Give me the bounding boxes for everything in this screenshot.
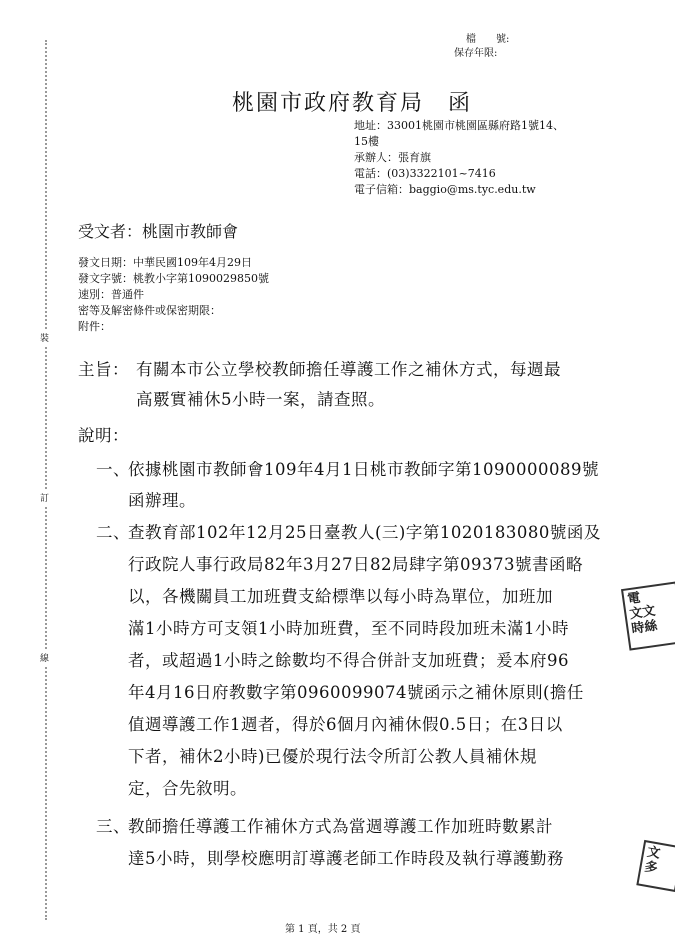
- contact-address-line1: 地址：33001桃園市桃園區縣府路1號14、: [354, 119, 564, 132]
- item-2-number: 二、: [96, 523, 130, 542]
- item-1-line-2: 函辦理。: [128, 491, 196, 510]
- item-2-line-8: 下者，補休2小時)已優於現行法令所訂公教人員補休規: [128, 747, 537, 766]
- binding-mark-xian: 線: [40, 650, 49, 665]
- page-footer: 第 1 頁，共 2 頁: [285, 924, 361, 935]
- contact-block: [354, 118, 564, 198]
- item-3-number: 三、: [96, 817, 130, 836]
- item-2-line-4: 滿1小時方可支領1小時加班費，至不同時段加班未滿1小時: [128, 619, 569, 638]
- item-2-line-5: 者，或超過1小時之餘數均不得合併計支加班費；爰本府96: [128, 651, 569, 670]
- subject-line-2: 高覈實補休5小時一案，請查照。: [136, 390, 385, 409]
- secrecy-level: 密等及解密條件或保密期限：: [78, 304, 221, 317]
- item-3-line-2: 達5小時，則學校應明訂導護老師工作時段及執行導護勤務: [128, 849, 564, 868]
- reference-number: 發文字號：桃教小字第1090029850號: [78, 272, 269, 285]
- document-title: 桃園市政府教育局 函: [232, 91, 473, 116]
- contact-phone: 電話：(03)3322101~7416: [354, 167, 496, 180]
- item-2-line-6: 年4月16日府教數字第0960099074號函示之補休原則(擔任: [128, 683, 584, 702]
- contact-handler: 承辦人：張育旗: [354, 151, 431, 164]
- item-3-line-1: 教師擔任導護工作補休方式為當週導護工作加班時數累計: [128, 817, 553, 836]
- item-2-line-1: 查教育部102年12月25日臺教人(三)字第1020183080號函及: [128, 523, 601, 542]
- archive-retention-label: 保存年限:: [454, 48, 498, 59]
- item-2-line-2: 行政院人事行政局82年3月27日82局肆字第09373號書函略: [128, 555, 583, 574]
- recipient: 受文者：桃園市教師會: [78, 222, 239, 241]
- issue-date: 發文日期：中華民國109年4月29日: [78, 256, 252, 269]
- item-1-line-1: 依據桃園市教師會109年4月1日桃市教師字第1090000089號: [128, 460, 599, 479]
- contact-email: 電子信箱：baggio@ms.tyc.edu.tw: [354, 183, 536, 196]
- subject-line-1: 有關本市公立學校教師擔任導護工作之補休方式，每週最: [136, 360, 561, 379]
- speed-class: 速別：普通件: [78, 288, 144, 301]
- attachment-label: 附件：: [78, 320, 111, 333]
- item-2-line-9: 定，合先敘明。: [128, 779, 247, 798]
- binding-line: [45, 40, 47, 920]
- item-2-line-3: 以，各機關員工加班費支給標準以每小時為單位，加班加: [128, 587, 553, 606]
- contact-address-line2: 15樓: [354, 135, 379, 148]
- item-1-number: 一、: [96, 460, 130, 479]
- explanation-label: 說明：: [78, 426, 129, 445]
- subject-label: 主旨：: [78, 360, 129, 379]
- binding-mark-zhuang: 裝: [40, 330, 49, 345]
- archive-number-label: 檔 號:: [466, 34, 510, 45]
- receipt-stamp-top: 電 文文 時絲: [621, 581, 675, 650]
- binding-mark-ding: 訂: [40, 490, 49, 505]
- item-2-line-7: 值週導護工作1週者，得於6個月內補休假0.5日；在3日以: [128, 715, 563, 734]
- receipt-stamp-bottom: 文 多: [636, 840, 675, 892]
- meta-block: [78, 255, 269, 335]
